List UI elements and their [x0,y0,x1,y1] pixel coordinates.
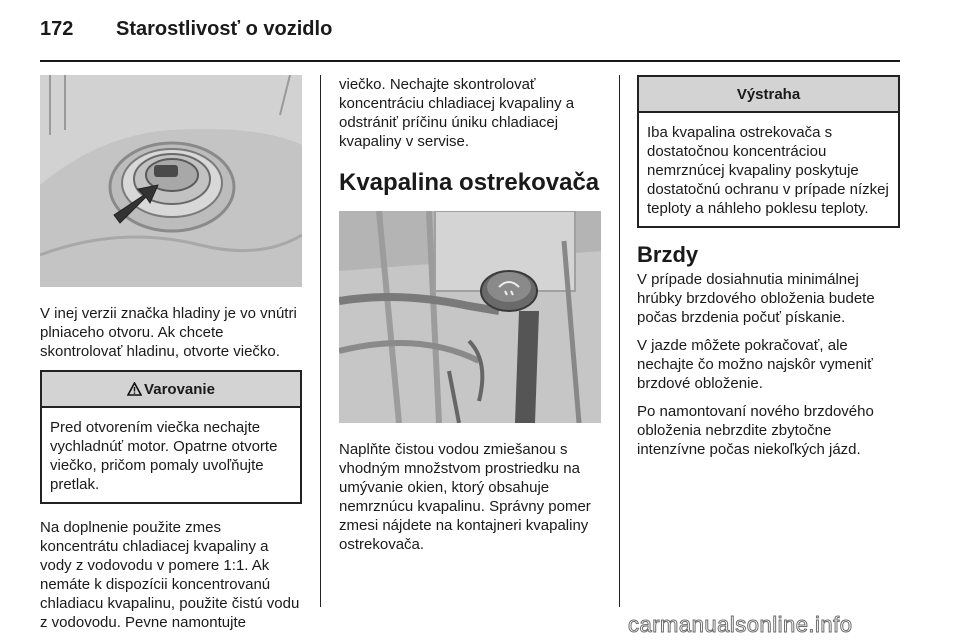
watermark: carmanualsonline.info [628,612,853,637]
column-divider [320,75,321,607]
coolant-tank-cap-arrow-icon [40,75,302,287]
paragraph: V jazde môžete pokračovať, ale nechajte čo možno najskôr vymeniť brzdové obloženie. [637,337,873,392]
caution-box [637,75,900,228]
column-3 [637,75,900,468]
paragraph: Na doplnenie použite zmes koncentrátu chladiacej kvapaliny a vody z vodovodu v pomere 1:1. Ak nemáte k dispozícii koncentrovanú chladiacu kvapalinu, použite čistú vodu z vodovodu. Pevne namontujte [40,519,300,631]
page-title: Starostlivosť o vozidlo [116,18,333,40]
section-heading: Brzdy [637,242,699,267]
washer-fluid-reservoir-icon [339,211,601,423]
warning-body: Pred otvorením viečka nechajte vychladnúť motor. Opatrne otvorte viečko, pričom pomaly uvoľňujte pretlak. [50,419,278,493]
washer-reservoir-figure [339,211,601,423]
paragraph: V inej verzii značka hladiny je vo vnútri plniaceho otvoru. Ak chcete skontrolovať hladinu, otvorte viečko. [40,305,297,360]
paragraph: Naplňte čistou vodou zmiešanou s vhodným množstvom prostriedku na umývanie okien, ktorý obsahuje nemrznúcu kvapalinu. Správny pomer zmesi nájdete na kontajneri kvapaliny ostrekovača. [339,441,591,553]
paragraph: viečko. Nechajte skontrolovať koncentráciu chladiacej kvapaliny a odstrániť príčinu úniku chladiacej kvapaliny v servise. [339,76,575,150]
warning-title: Varovanie [144,381,215,398]
caution-body: Iba kvapalina ostrekovača s dostatočnou koncentráciou nemrznúcej kvapaliny poskytuje dostatočnú ochranu v prípade nízkej teploty a náhleho poklesu teploty. [647,124,889,217]
warning-triangle-icon [127,382,142,396]
column-1 [40,75,302,641]
caution-title: Výstraha [639,77,898,113]
section-heading: Kvapalina ostrekovača [339,169,600,196]
warning-box [40,370,302,504]
paragraph: V prípade dosiahnutia minimálnej hrúbky brzdového obloženia budete počas brzdenia počuť pískanie. [637,271,875,326]
page-header [40,18,332,41]
paragraph: Po namontovaní nového brzdového obloženia nebrzdite zbytočne intenzívne počas niekoľkých jázd. [637,403,874,458]
coolant-cap-figure [40,75,302,287]
page-number: 172 [40,18,74,40]
column-2 [339,75,601,563]
header-rule [40,60,900,62]
warning-header [42,372,300,408]
column-divider [619,75,620,607]
